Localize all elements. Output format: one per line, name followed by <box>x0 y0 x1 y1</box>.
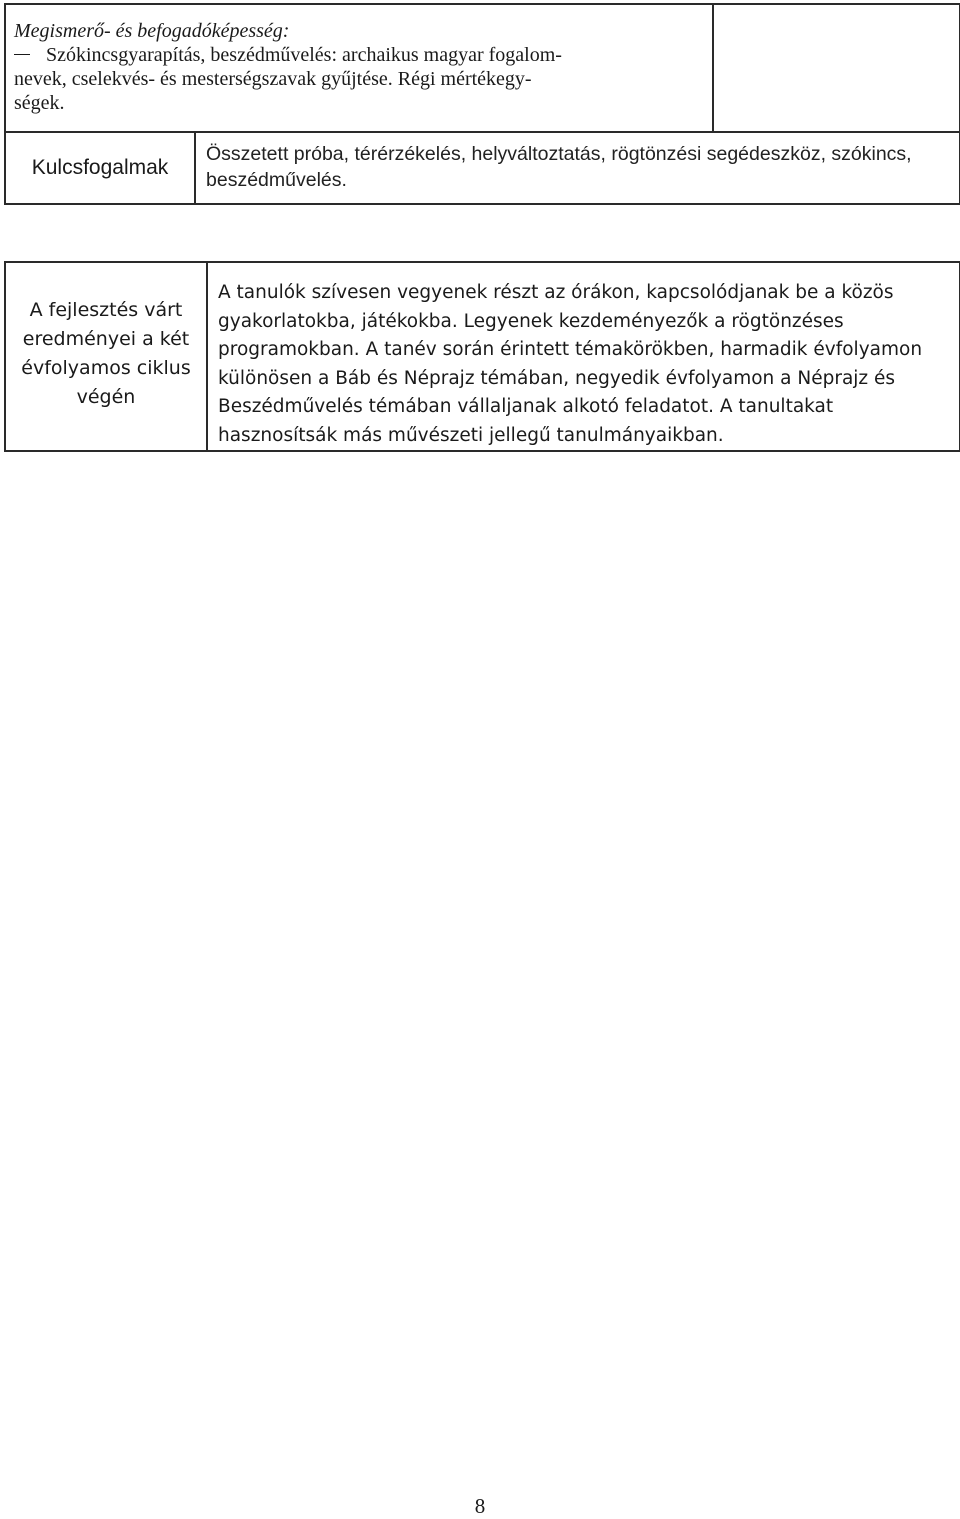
dash-item-continuation-2: ségek. <box>14 92 65 114</box>
key-concepts-text: Összetett próba, térérzékelés, helyváltoztatás, rögtönzési segédeszköz, szókincs, beszédművelés. <box>195 132 960 204</box>
expected-outcomes-table <box>4 261 960 452</box>
expected-outcomes-text: A tanulók szívesen vegyenek részt az órákon, kapcsolódjanak be a közös gyakorlatokba, játékokba. Legyenek kezdeményezők a rögtönzéses programokban. A tanév során érintett témakörökben, harmadik évfolyamon különösen a Báb és Néprajz témában, negyedik évfolyamon a Néprajz és Beszédművelés témában vállaljanak alkotó feladatot. A tanultakat hasznosítsák más művészeti jellegű tanulmányaikban. <box>207 262 960 451</box>
empty-cell <box>713 4 960 132</box>
key-concepts-label: Kulcsfogalmak <box>5 132 195 204</box>
dash-list-item <box>14 43 704 67</box>
development-content-cell <box>5 4 713 132</box>
development-subheading: Megismerő- és befogadóképesség: <box>14 20 290 42</box>
dash-item-continuation-1: nevek, cselekvés- és mesterségszavak gyűjtése. Régi mértékegy- <box>14 68 532 90</box>
dash-item-text: Szókincsgyarapítás, beszédművelés: archaikus magyar fogalom- <box>46 44 562 66</box>
page-number: 8 <box>474 1494 486 1518</box>
curriculum-table-top <box>4 3 960 205</box>
expected-outcomes-label: A fejlesztés várt eredményei a két évfolyamos ciklus végén <box>5 262 207 451</box>
dash-bullet-icon <box>14 43 46 67</box>
